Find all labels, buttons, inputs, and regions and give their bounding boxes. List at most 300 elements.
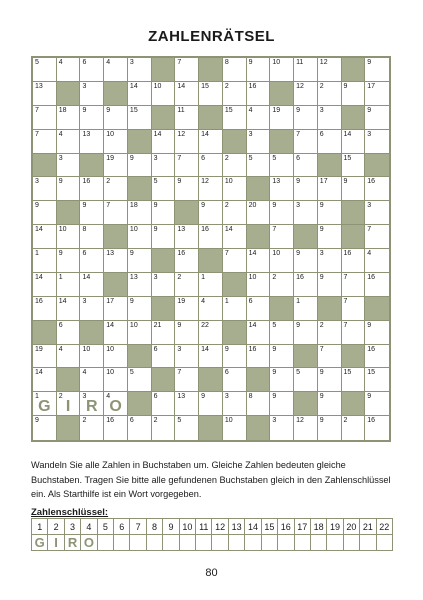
grid-cell[interactable]: [247, 82, 271, 106]
grid-cell[interactable]: [152, 321, 176, 345]
grid-cell[interactable]: [33, 177, 57, 201]
key-solution-cell[interactable]: R: [64, 535, 80, 551]
cell-number: 16: [367, 273, 376, 281]
grid-cell[interactable]: [33, 106, 57, 130]
grid-cell[interactable]: [175, 392, 199, 416]
cell-number: 7: [343, 273, 348, 281]
cell-number: 17: [367, 82, 376, 90]
grid-cell[interactable]: [33, 416, 57, 440]
grid-block: [342, 225, 366, 249]
grid-cell[interactable]: [104, 58, 128, 82]
cell-number: 14: [153, 130, 162, 138]
grid-cell[interactable]: [270, 225, 294, 249]
cell-number: 7: [177, 369, 182, 377]
crossword-grid: [31, 56, 391, 442]
grid-cell[interactable]: [294, 177, 318, 201]
grid-cell[interactable]: [152, 392, 176, 416]
grid-cell[interactable]: [247, 297, 271, 321]
grid-cell[interactable]: [128, 249, 152, 273]
grid-cell[interactable]: [270, 416, 294, 440]
grid-cell[interactable]: [57, 273, 81, 297]
grid-cell[interactable]: [199, 130, 223, 154]
grid-cell[interactable]: [175, 106, 199, 130]
key-solution-cell[interactable]: [196, 535, 212, 551]
key-solution-cell[interactable]: [130, 535, 146, 551]
key-solution-cell[interactable]: [327, 535, 343, 551]
key-number-cell: 10: [179, 519, 195, 535]
grid-cell[interactable]: [128, 225, 152, 249]
cell-number: 14: [201, 130, 209, 138]
cell-number: 9: [319, 273, 324, 281]
grid-cell[interactable]: [57, 345, 81, 369]
grid-cell[interactable]: [318, 321, 342, 345]
grid-cell[interactable]: [365, 106, 389, 130]
key-solution-cell[interactable]: [343, 535, 359, 551]
grid-cell[interactable]: [104, 297, 128, 321]
cell-number: 6: [319, 130, 324, 138]
grid-cell[interactable]: [57, 177, 81, 201]
cell-number: 5: [153, 178, 158, 186]
grid-cell[interactable]: [57, 392, 81, 416]
grid-cell[interactable]: [152, 273, 176, 297]
cell-number: 6: [58, 321, 63, 329]
cell-number: 5: [272, 321, 277, 329]
grid-cell[interactable]: [80, 130, 104, 154]
grid-cell[interactable]: [318, 225, 342, 249]
grid-cell[interactable]: [175, 297, 199, 321]
grid-cell[interactable]: [175, 273, 199, 297]
cell-number: 10: [272, 250, 281, 257]
grid-block: [342, 201, 366, 225]
grid-block: [199, 368, 223, 392]
grid-cell[interactable]: [318, 249, 342, 273]
grid-cell[interactable]: [152, 201, 176, 225]
grid-cell[interactable]: [294, 82, 318, 106]
cell-number: 13: [106, 250, 114, 257]
grid-cell[interactable]: [223, 392, 247, 416]
grid-cell[interactable]: [104, 416, 128, 440]
grid-cell[interactable]: [318, 82, 342, 106]
grid-cell[interactable]: [175, 82, 199, 106]
grid-cell[interactable]: [247, 154, 271, 178]
grid-cell[interactable]: [80, 249, 104, 273]
grid-cell[interactable]: [365, 368, 389, 392]
cell-number: 9: [272, 345, 277, 353]
grid-block: [318, 297, 342, 321]
grid-cell[interactable]: [33, 249, 57, 273]
grid-cell[interactable]: [342, 321, 366, 345]
grid-cell[interactable]: [175, 321, 199, 345]
grid-cell[interactable]: [152, 82, 176, 106]
cell-number: 19: [106, 154, 114, 162]
grid-cell[interactable]: [80, 82, 104, 106]
grid-cell[interactable]: [318, 368, 342, 392]
grid-cell[interactable]: [294, 201, 318, 225]
grid-cell[interactable]: [294, 297, 318, 321]
grid-cell[interactable]: [365, 58, 389, 82]
grid-cell[interactable]: [175, 368, 199, 392]
grid-cell[interactable]: [247, 345, 271, 369]
cell-number: 9: [35, 417, 39, 425]
cell-number: 17: [319, 178, 328, 186]
cell-number: 1: [201, 273, 206, 281]
grid-cell[interactable]: [270, 345, 294, 369]
grid-cell[interactable]: [152, 345, 176, 369]
grid-cell[interactable]: [294, 58, 318, 82]
cell-number: 6: [296, 154, 300, 162]
grid-cell[interactable]: [57, 321, 81, 345]
grid-cell[interactable]: [57, 106, 81, 130]
grid-cell[interactable]: [128, 321, 152, 345]
grid-cell[interactable]: [175, 177, 199, 201]
grid-cell[interactable]: [270, 368, 294, 392]
grid-cell[interactable]: [104, 154, 128, 178]
grid-cell[interactable]: [80, 225, 104, 249]
grid-cell[interactable]: [128, 416, 152, 440]
grid-cell[interactable]: [152, 154, 176, 178]
cell-number: 14: [35, 226, 43, 234]
grid-cell[interactable]: [152, 225, 176, 249]
cell-number: 9: [367, 59, 372, 66]
cell-number: 11: [296, 59, 304, 66]
grid-cell[interactable]: [270, 321, 294, 345]
cell-number: 15: [343, 154, 352, 162]
grid-cell[interactable]: [104, 201, 128, 225]
grid-cell[interactable]: [104, 392, 128, 416]
grid-cell[interactable]: [294, 321, 318, 345]
grid-cell[interactable]: [128, 201, 152, 225]
grid-block: [152, 368, 176, 392]
grid-cell[interactable]: [247, 249, 271, 273]
grid-cell[interactable]: [33, 273, 57, 297]
cell-number: 2: [177, 273, 182, 281]
grid-cell[interactable]: [57, 297, 81, 321]
cell-number: 9: [129, 250, 134, 257]
cell-number: 7: [35, 130, 39, 138]
cell-number: 3: [82, 393, 87, 401]
grid-cell[interactable]: [57, 249, 81, 273]
key-number-cell: 1: [32, 519, 48, 535]
grid-cell[interactable]: [199, 154, 223, 178]
grid-cell[interactable]: [365, 249, 389, 273]
key-solution-cell[interactable]: G: [32, 535, 48, 551]
cell-number: 9: [129, 297, 134, 305]
grid-cell[interactable]: [80, 273, 104, 297]
grid-cell[interactable]: [365, 321, 389, 345]
cell-number: 3: [153, 273, 158, 281]
grid-cell[interactable]: [57, 225, 81, 249]
cell-number: 12: [177, 130, 186, 138]
grid-cell[interactable]: [80, 297, 104, 321]
key-solution-cell[interactable]: [360, 535, 376, 551]
grid-cell[interactable]: [318, 201, 342, 225]
grid-block: [270, 82, 294, 106]
key-solution-cell[interactable]: [261, 535, 277, 551]
key-solution-cell[interactable]: [228, 535, 244, 551]
grid-cell[interactable]: [175, 225, 199, 249]
grid-cell[interactable]: [33, 392, 57, 416]
cell-number: 16: [177, 250, 186, 257]
grid-cell[interactable]: [223, 297, 247, 321]
grid-cell[interactable]: [270, 201, 294, 225]
grid-cell[interactable]: [223, 58, 247, 82]
grid-cell[interactable]: [365, 392, 389, 416]
grid-cell[interactable]: [223, 154, 247, 178]
cell-number: 10: [153, 82, 162, 90]
cell-number: 2: [224, 202, 229, 210]
cell-number: 13: [35, 82, 43, 90]
grid-cell[interactable]: [270, 392, 294, 416]
grid-cell[interactable]: [128, 297, 152, 321]
grid-block: [104, 273, 128, 297]
cell-number: 5: [296, 369, 300, 377]
grid-block: [128, 177, 152, 201]
key-solution-cell[interactable]: [163, 535, 179, 551]
grid-cell[interactable]: [342, 249, 366, 273]
grid-cell[interactable]: [342, 273, 366, 297]
cell-number: 3: [272, 417, 277, 425]
grid-cell[interactable]: [152, 130, 176, 154]
grid-cell[interactable]: [199, 177, 223, 201]
cell-number: 7: [177, 59, 182, 66]
cell-number: 14: [35, 369, 43, 377]
grid-cell[interactable]: [80, 416, 104, 440]
grid-cell[interactable]: [223, 416, 247, 440]
cell-number: 13: [177, 226, 186, 234]
grid-cell[interactable]: [80, 177, 104, 201]
grid-cell[interactable]: [175, 154, 199, 178]
grid-cell[interactable]: [342, 82, 366, 106]
cell-number: 16: [35, 297, 43, 305]
grid-cell[interactable]: [342, 154, 366, 178]
grid-cell[interactable]: [342, 368, 366, 392]
grid-cell[interactable]: [57, 154, 81, 178]
grid-cell[interactable]: [223, 345, 247, 369]
grid-cell[interactable]: [342, 297, 366, 321]
cell-letter: R: [86, 398, 98, 416]
grid-cell[interactable]: [223, 106, 247, 130]
grid-cell[interactable]: [247, 58, 271, 82]
grid-cell[interactable]: [199, 392, 223, 416]
grid-cell[interactable]: [33, 297, 57, 321]
key-solution-cell[interactable]: [97, 535, 113, 551]
grid-cell[interactable]: [128, 154, 152, 178]
grid-cell[interactable]: [57, 130, 81, 154]
grid-cell[interactable]: [365, 201, 389, 225]
grid-cell[interactable]: [294, 416, 318, 440]
grid-cell[interactable]: [318, 177, 342, 201]
grid-cell[interactable]: [270, 106, 294, 130]
grid-cell[interactable]: [80, 345, 104, 369]
cell-number: 16: [82, 178, 91, 186]
grid-cell[interactable]: [104, 345, 128, 369]
cell-number: 7: [343, 321, 348, 329]
cell-number: 13: [272, 178, 281, 186]
cell-number: 2: [224, 82, 229, 90]
grid-cell[interactable]: [270, 58, 294, 82]
key-solution-cell[interactable]: O: [81, 535, 97, 551]
grid-cell[interactable]: [199, 345, 223, 369]
grid-cell[interactable]: [318, 416, 342, 440]
grid-cell[interactable]: [223, 177, 247, 201]
grid-cell[interactable]: [175, 345, 199, 369]
grid-cell[interactable]: [175, 249, 199, 273]
grid-cell[interactable]: [223, 368, 247, 392]
grid-cell[interactable]: [199, 225, 223, 249]
grid-cell[interactable]: [365, 130, 389, 154]
grid-cell[interactable]: [199, 297, 223, 321]
grid-cell[interactable]: [80, 368, 104, 392]
grid-cell[interactable]: [318, 345, 342, 369]
grid-cell[interactable]: [318, 273, 342, 297]
grid-cell[interactable]: [33, 58, 57, 82]
cell-number: 3: [224, 393, 229, 401]
grid-cell[interactable]: [318, 130, 342, 154]
grid-cell[interactable]: [365, 177, 389, 201]
grid-cell[interactable]: [294, 273, 318, 297]
grid-cell[interactable]: [294, 130, 318, 154]
cell-number: 9: [82, 106, 87, 114]
grid-cell[interactable]: [33, 201, 57, 225]
grid-cell[interactable]: [33, 225, 57, 249]
grid-cell[interactable]: [247, 273, 271, 297]
grid-cell[interactable]: [223, 225, 247, 249]
grid-cell[interactable]: [247, 106, 271, 130]
grid-cell[interactable]: [247, 130, 271, 154]
key-solution-cell[interactable]: [114, 535, 130, 551]
grid-cell[interactable]: [33, 368, 57, 392]
grid-cell[interactable]: [270, 177, 294, 201]
grid-cell[interactable]: [199, 273, 223, 297]
grid-cell[interactable]: [104, 106, 128, 130]
grid-cell[interactable]: [318, 58, 342, 82]
cell-number: 9: [367, 393, 372, 401]
cell-number: 2: [82, 417, 87, 425]
grid-cell[interactable]: [365, 416, 389, 440]
grid-cell[interactable]: [223, 249, 247, 273]
cell-number: 9: [177, 321, 182, 329]
cell-number: 4: [201, 297, 206, 305]
grid-cell[interactable]: [342, 416, 366, 440]
grid-cell[interactable]: [270, 154, 294, 178]
grid-cell[interactable]: [342, 130, 366, 154]
grid-cell[interactable]: [365, 345, 389, 369]
grid-cell[interactable]: [365, 82, 389, 106]
key-solution-cell[interactable]: [179, 535, 195, 551]
grid-cell[interactable]: [128, 368, 152, 392]
grid-cell[interactable]: [128, 273, 152, 297]
grid-cell[interactable]: [223, 201, 247, 225]
grid-cell[interactable]: [270, 273, 294, 297]
grid-cell[interactable]: [128, 106, 152, 130]
cell-number: 14: [224, 226, 233, 234]
key-solution-cell[interactable]: [376, 535, 392, 551]
cell-number: 3: [248, 130, 253, 138]
grid-block: [342, 58, 366, 82]
cell-number: 10: [58, 226, 67, 234]
grid-cell[interactable]: [80, 58, 104, 82]
cell-number: 6: [82, 59, 87, 66]
cell-letter: O: [109, 398, 122, 416]
cell-number: 9: [296, 250, 300, 257]
grid-cell[interactable]: [80, 201, 104, 225]
grid-cell[interactable]: [199, 321, 223, 345]
grid-cell[interactable]: [104, 177, 128, 201]
grid-cell[interactable]: [175, 130, 199, 154]
grid-cell[interactable]: [294, 368, 318, 392]
key-solution-cell[interactable]: [294, 535, 310, 551]
key-solution-cell[interactable]: [146, 535, 162, 551]
grid-cell[interactable]: [104, 249, 128, 273]
key-solution-cell[interactable]: I: [48, 535, 64, 551]
grid-block: [199, 416, 223, 440]
number-key-table: [31, 518, 393, 551]
grid-cell[interactable]: [318, 106, 342, 130]
grid-cell[interactable]: [33, 82, 57, 106]
grid-block: [57, 201, 81, 225]
cell-number: 1: [35, 250, 39, 257]
cell-number: 4: [248, 106, 253, 114]
grid-cell[interactable]: [318, 392, 342, 416]
cell-number: 9: [106, 106, 111, 114]
key-solution-cell[interactable]: [212, 535, 228, 551]
grid-cell[interactable]: [247, 392, 271, 416]
grid-cell[interactable]: [199, 201, 223, 225]
grid-cell[interactable]: [57, 58, 81, 82]
cell-number: 10: [106, 369, 114, 377]
grid-cell[interactable]: [199, 82, 223, 106]
grid-cell[interactable]: [365, 225, 389, 249]
grid-cell[interactable]: [247, 321, 271, 345]
grid-cell[interactable]: [270, 249, 294, 273]
grid-cell[interactable]: [128, 58, 152, 82]
grid-cell[interactable]: [294, 154, 318, 178]
grid-cell[interactable]: [104, 130, 128, 154]
grid-cell[interactable]: [33, 130, 57, 154]
key-solution-cell[interactable]: [278, 535, 294, 551]
grid-cell[interactable]: [294, 106, 318, 130]
cell-number: 12: [201, 178, 209, 186]
grid-cell[interactable]: [294, 249, 318, 273]
key-solution-cell[interactable]: [245, 535, 261, 551]
cell-number: 9: [201, 393, 206, 401]
grid-cell[interactable]: [342, 177, 366, 201]
grid-cell[interactable]: [247, 201, 271, 225]
grid-cell[interactable]: [152, 177, 176, 201]
grid-cell[interactable]: [80, 392, 104, 416]
cell-number: 3: [296, 202, 300, 210]
grid-cell[interactable]: [104, 321, 128, 345]
grid-block: [223, 273, 247, 297]
cell-number: 4: [58, 130, 63, 138]
grid-cell[interactable]: [175, 416, 199, 440]
grid-block: [57, 416, 81, 440]
grid-cell[interactable]: [365, 273, 389, 297]
cell-number: 9: [319, 202, 324, 210]
grid-cell[interactable]: [128, 82, 152, 106]
key-solution-cell[interactable]: [310, 535, 326, 551]
grid-cell[interactable]: [175, 58, 199, 82]
grid-cell[interactable]: [80, 106, 104, 130]
cell-number: 9: [343, 178, 348, 186]
cell-number: 4: [106, 59, 111, 66]
grid-cell[interactable]: [104, 368, 128, 392]
grid-cell[interactable]: [223, 82, 247, 106]
grid-block: [247, 177, 271, 201]
grid-cell[interactable]: [152, 416, 176, 440]
grid-cell[interactable]: [33, 345, 57, 369]
cell-number: 3: [319, 106, 324, 114]
